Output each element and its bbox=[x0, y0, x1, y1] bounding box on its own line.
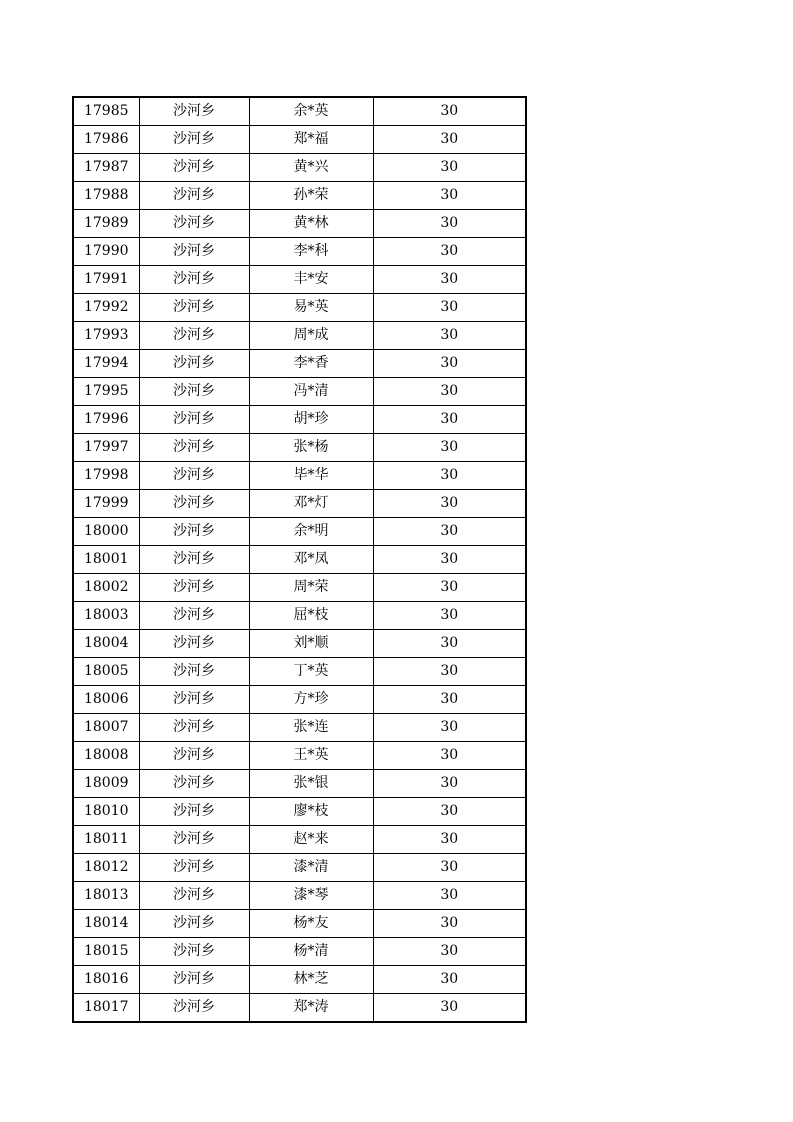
table-row bbox=[73, 686, 526, 714]
table-row bbox=[73, 854, 526, 882]
row-number-cell: 17995 bbox=[73, 378, 139, 406]
person-name-cell: 邓*凤 bbox=[249, 546, 373, 574]
township-cell: 沙河乡 bbox=[139, 630, 249, 658]
person-name-cell: 毕*华 bbox=[249, 462, 373, 490]
row-number-cell: 18011 bbox=[73, 826, 139, 854]
table-row bbox=[73, 462, 526, 490]
amount-cell: 30 bbox=[373, 322, 526, 350]
roster-table bbox=[72, 96, 527, 1023]
amount-cell: 30 bbox=[373, 97, 526, 126]
amount-cell: 30 bbox=[373, 294, 526, 322]
table-row bbox=[73, 602, 526, 630]
amount-cell: 30 bbox=[373, 434, 526, 462]
person-name-cell: 张*连 bbox=[249, 714, 373, 742]
row-number-cell: 18009 bbox=[73, 770, 139, 798]
township-cell: 沙河乡 bbox=[139, 378, 249, 406]
person-name-cell: 余*英 bbox=[249, 97, 373, 126]
person-name-cell: 方*珍 bbox=[249, 686, 373, 714]
person-name-cell: 孙*荣 bbox=[249, 182, 373, 210]
person-name-cell: 黄*兴 bbox=[249, 154, 373, 182]
amount-cell: 30 bbox=[373, 490, 526, 518]
township-cell: 沙河乡 bbox=[139, 294, 249, 322]
amount-cell: 30 bbox=[373, 630, 526, 658]
table-row bbox=[73, 546, 526, 574]
township-cell: 沙河乡 bbox=[139, 210, 249, 238]
township-cell: 沙河乡 bbox=[139, 434, 249, 462]
table-row bbox=[73, 350, 526, 378]
township-cell: 沙河乡 bbox=[139, 686, 249, 714]
row-number-cell: 17989 bbox=[73, 210, 139, 238]
township-cell: 沙河乡 bbox=[139, 518, 249, 546]
row-number-cell: 18014 bbox=[73, 910, 139, 938]
row-number-cell: 18001 bbox=[73, 546, 139, 574]
table-row bbox=[73, 910, 526, 938]
person-name-cell: 郑*涛 bbox=[249, 994, 373, 1023]
amount-cell: 30 bbox=[373, 238, 526, 266]
table-row bbox=[73, 97, 526, 126]
person-name-cell: 易*英 bbox=[249, 294, 373, 322]
table-row bbox=[73, 406, 526, 434]
person-name-cell: 漆*琴 bbox=[249, 882, 373, 910]
township-cell: 沙河乡 bbox=[139, 126, 249, 154]
person-name-cell: 丁*英 bbox=[249, 658, 373, 686]
township-cell: 沙河乡 bbox=[139, 574, 249, 602]
township-cell: 沙河乡 bbox=[139, 770, 249, 798]
township-cell: 沙河乡 bbox=[139, 658, 249, 686]
table-row bbox=[73, 182, 526, 210]
row-number-cell: 18003 bbox=[73, 602, 139, 630]
township-cell: 沙河乡 bbox=[139, 994, 249, 1023]
amount-cell: 30 bbox=[373, 182, 526, 210]
person-name-cell: 漆*清 bbox=[249, 854, 373, 882]
township-cell: 沙河乡 bbox=[139, 322, 249, 350]
township-cell: 沙河乡 bbox=[139, 854, 249, 882]
row-number-cell: 17988 bbox=[73, 182, 139, 210]
amount-cell: 30 bbox=[373, 910, 526, 938]
township-cell: 沙河乡 bbox=[139, 882, 249, 910]
row-number-cell: 17985 bbox=[73, 97, 139, 126]
table-row bbox=[73, 238, 526, 266]
township-cell: 沙河乡 bbox=[139, 714, 249, 742]
amount-cell: 30 bbox=[373, 686, 526, 714]
township-cell: 沙河乡 bbox=[139, 826, 249, 854]
person-name-cell: 廖*枝 bbox=[249, 798, 373, 826]
row-number-cell: 18005 bbox=[73, 658, 139, 686]
person-name-cell: 李*科 bbox=[249, 238, 373, 266]
amount-cell: 30 bbox=[373, 826, 526, 854]
row-number-cell: 17994 bbox=[73, 350, 139, 378]
person-name-cell: 邓*灯 bbox=[249, 490, 373, 518]
table-row bbox=[73, 266, 526, 294]
row-number-cell: 18006 bbox=[73, 686, 139, 714]
row-number-cell: 17991 bbox=[73, 266, 139, 294]
township-cell: 沙河乡 bbox=[139, 154, 249, 182]
amount-cell: 30 bbox=[373, 882, 526, 910]
table-row bbox=[73, 490, 526, 518]
table-row bbox=[73, 210, 526, 238]
row-number-cell: 18000 bbox=[73, 518, 139, 546]
table-row bbox=[73, 742, 526, 770]
township-cell: 沙河乡 bbox=[139, 910, 249, 938]
amount-cell: 30 bbox=[373, 126, 526, 154]
row-number-cell: 18007 bbox=[73, 714, 139, 742]
row-number-cell: 18002 bbox=[73, 574, 139, 602]
township-cell: 沙河乡 bbox=[139, 182, 249, 210]
person-name-cell: 王*英 bbox=[249, 742, 373, 770]
person-name-cell: 黄*林 bbox=[249, 210, 373, 238]
person-name-cell: 杨*清 bbox=[249, 938, 373, 966]
person-name-cell: 张*银 bbox=[249, 770, 373, 798]
table-row bbox=[73, 882, 526, 910]
table-row bbox=[73, 630, 526, 658]
person-name-cell: 冯*清 bbox=[249, 378, 373, 406]
amount-cell: 30 bbox=[373, 798, 526, 826]
township-cell: 沙河乡 bbox=[139, 966, 249, 994]
township-cell: 沙河乡 bbox=[139, 546, 249, 574]
township-cell: 沙河乡 bbox=[139, 238, 249, 266]
person-name-cell: 屈*枝 bbox=[249, 602, 373, 630]
table-row bbox=[73, 938, 526, 966]
amount-cell: 30 bbox=[373, 854, 526, 882]
township-cell: 沙河乡 bbox=[139, 266, 249, 294]
table-row bbox=[73, 126, 526, 154]
amount-cell: 30 bbox=[373, 462, 526, 490]
table-row bbox=[73, 994, 526, 1023]
person-name-cell: 周*成 bbox=[249, 322, 373, 350]
row-number-cell: 17993 bbox=[73, 322, 139, 350]
table-row bbox=[73, 574, 526, 602]
table-row bbox=[73, 658, 526, 686]
row-number-cell: 18016 bbox=[73, 966, 139, 994]
row-number-cell: 18015 bbox=[73, 938, 139, 966]
person-name-cell: 张*杨 bbox=[249, 434, 373, 462]
row-number-cell: 17987 bbox=[73, 154, 139, 182]
amount-cell: 30 bbox=[373, 602, 526, 630]
person-name-cell: 丰*安 bbox=[249, 266, 373, 294]
row-number-cell: 17997 bbox=[73, 434, 139, 462]
row-number-cell: 18012 bbox=[73, 854, 139, 882]
table-row bbox=[73, 826, 526, 854]
row-number-cell: 18008 bbox=[73, 742, 139, 770]
person-name-cell: 胡*珍 bbox=[249, 406, 373, 434]
amount-cell: 30 bbox=[373, 406, 526, 434]
table-row bbox=[73, 294, 526, 322]
amount-cell: 30 bbox=[373, 658, 526, 686]
table-row bbox=[73, 714, 526, 742]
amount-cell: 30 bbox=[373, 994, 526, 1023]
person-name-cell: 赵*来 bbox=[249, 826, 373, 854]
township-cell: 沙河乡 bbox=[139, 350, 249, 378]
amount-cell: 30 bbox=[373, 938, 526, 966]
amount-cell: 30 bbox=[373, 742, 526, 770]
person-name-cell: 林*芝 bbox=[249, 966, 373, 994]
amount-cell: 30 bbox=[373, 154, 526, 182]
amount-cell: 30 bbox=[373, 770, 526, 798]
township-cell: 沙河乡 bbox=[139, 97, 249, 126]
row-number-cell: 17990 bbox=[73, 238, 139, 266]
person-name-cell: 杨*友 bbox=[249, 910, 373, 938]
person-name-cell: 李*香 bbox=[249, 350, 373, 378]
row-number-cell: 17999 bbox=[73, 490, 139, 518]
township-cell: 沙河乡 bbox=[139, 602, 249, 630]
township-cell: 沙河乡 bbox=[139, 798, 249, 826]
table-row bbox=[73, 798, 526, 826]
township-cell: 沙河乡 bbox=[139, 742, 249, 770]
person-name-cell: 余*明 bbox=[249, 518, 373, 546]
township-cell: 沙河乡 bbox=[139, 938, 249, 966]
amount-cell: 30 bbox=[373, 266, 526, 294]
township-cell: 沙河乡 bbox=[139, 490, 249, 518]
table-row bbox=[73, 518, 526, 546]
person-name-cell: 刘*顺 bbox=[249, 630, 373, 658]
table-row bbox=[73, 378, 526, 406]
row-number-cell: 17986 bbox=[73, 126, 139, 154]
table-row bbox=[73, 966, 526, 994]
row-number-cell: 18010 bbox=[73, 798, 139, 826]
table-row bbox=[73, 154, 526, 182]
roster-table-body bbox=[73, 97, 526, 1022]
amount-cell: 30 bbox=[373, 518, 526, 546]
township-cell: 沙河乡 bbox=[139, 406, 249, 434]
amount-cell: 30 bbox=[373, 966, 526, 994]
row-number-cell: 18013 bbox=[73, 882, 139, 910]
table-row bbox=[73, 434, 526, 462]
row-number-cell: 18017 bbox=[73, 994, 139, 1023]
amount-cell: 30 bbox=[373, 714, 526, 742]
row-number-cell: 17998 bbox=[73, 462, 139, 490]
amount-cell: 30 bbox=[373, 546, 526, 574]
amount-cell: 30 bbox=[373, 210, 526, 238]
person-name-cell: 周*荣 bbox=[249, 574, 373, 602]
row-number-cell: 18004 bbox=[73, 630, 139, 658]
person-name-cell: 郑*福 bbox=[249, 126, 373, 154]
row-number-cell: 17992 bbox=[73, 294, 139, 322]
township-cell: 沙河乡 bbox=[139, 462, 249, 490]
row-number-cell: 17996 bbox=[73, 406, 139, 434]
amount-cell: 30 bbox=[373, 574, 526, 602]
table-row bbox=[73, 770, 526, 798]
table-row bbox=[73, 322, 526, 350]
amount-cell: 30 bbox=[373, 350, 526, 378]
amount-cell: 30 bbox=[373, 378, 526, 406]
